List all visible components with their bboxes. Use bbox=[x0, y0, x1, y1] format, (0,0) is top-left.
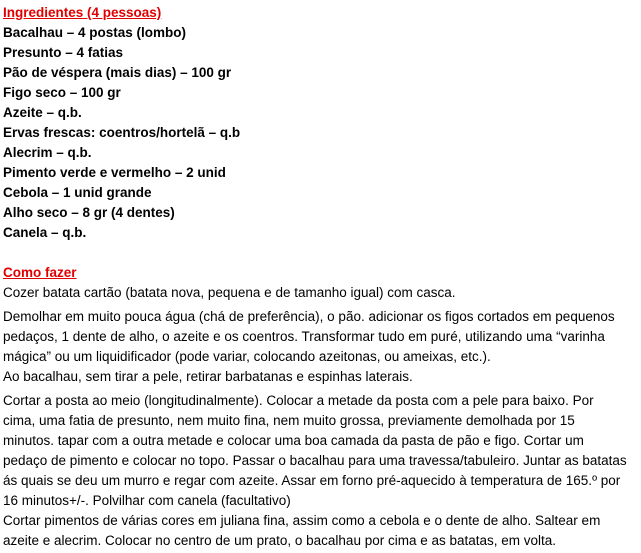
ingredient-item: Canela – q.b. bbox=[3, 225, 87, 240]
method-line: mágica” ou um liquidificador (pode variar, colocando azeitonas, ou ameixas, etc.). bbox=[3, 349, 491, 364]
ingredient-item: Pimento verde e vermelho – 2 unid bbox=[3, 165, 226, 180]
method-title: Como fazer bbox=[3, 265, 77, 280]
ingredient-item: Cebola – 1 unid grande bbox=[3, 185, 152, 200]
ingredients-list bbox=[3, 23, 639, 243]
method-line: Demolhar em muito pouca água (chá de preferência), o pão. adicionar os figos cortados em pequenos bbox=[3, 309, 615, 324]
method-line: minutos. tapar com a outra metade e colocar uma boa camada da pasta de pão e figo. Cortar um bbox=[3, 433, 584, 448]
method-step-1 bbox=[3, 283, 639, 303]
ingredient-item: Azeite – q.b. bbox=[3, 105, 82, 120]
ingredient-item: Figo seco – 100 gr bbox=[3, 85, 121, 100]
method-line: Cortar a posta ao meio (longitudinalmente). Colocar a metade da posta com a pele para baixo. Por bbox=[3, 393, 594, 408]
method-step-3 bbox=[3, 391, 639, 551]
method-line: azeite e alecrim. Colocar no centro de um prato, o bacalhau por cima e as batatas, em volta. bbox=[3, 533, 557, 548]
method-line: Ao bacalhau, sem tirar a pele, retirar barbatanas e espinhas laterais. bbox=[3, 369, 413, 384]
method-line: Cozer batata cartão (batata nova, pequena e de tamanho igual) com casca. bbox=[3, 285, 456, 300]
ingredient-item: Alho seco – 8 gr (4 dentes) bbox=[3, 205, 175, 220]
method-line: 16 minutos+/-. Polvilhar com canela (facultativo) bbox=[3, 493, 291, 508]
method-line: Cortar pimentos de várias cores em juliana fina, assim como a cebola e o dente de alho. Saltear em bbox=[3, 513, 601, 528]
ingredient-item: Bacalhau – 4 postas (lombo) bbox=[3, 25, 187, 40]
method-line: cima, uma fatia de presunto, nem muito fina, nem muito grossa, previamente demolhada por 15 bbox=[3, 413, 575, 428]
method-line: pedaço de pimento e colocar no topo. Passar o bacalhau para uma travessa/tabuleiro. Juntar as batatas bbox=[3, 453, 627, 468]
method-step-2 bbox=[3, 307, 639, 387]
ingredient-item: Alecrim – q.b. bbox=[3, 145, 92, 160]
method-line: ás quais se deu um murro e regar com azeite. Assar em forno pré-aquecido à temperatura de 165.º por bbox=[3, 473, 621, 488]
recipe-document bbox=[3, 3, 639, 551]
ingredient-item: Ervas frescas: coentros/hortelã – q.b bbox=[3, 125, 241, 140]
ingredients-title: Ingredientes (4 pessoas) bbox=[3, 5, 162, 20]
ingredient-item: Pão de véspera (mais dias) – 100 gr bbox=[3, 65, 232, 80]
ingredient-item: Presunto – 4 fatias bbox=[3, 45, 124, 60]
method-line: pedaços, 1 dente de alho, o azeite e os coentros. Transformar tudo em puré, utilizando uma “varinha bbox=[3, 329, 605, 344]
